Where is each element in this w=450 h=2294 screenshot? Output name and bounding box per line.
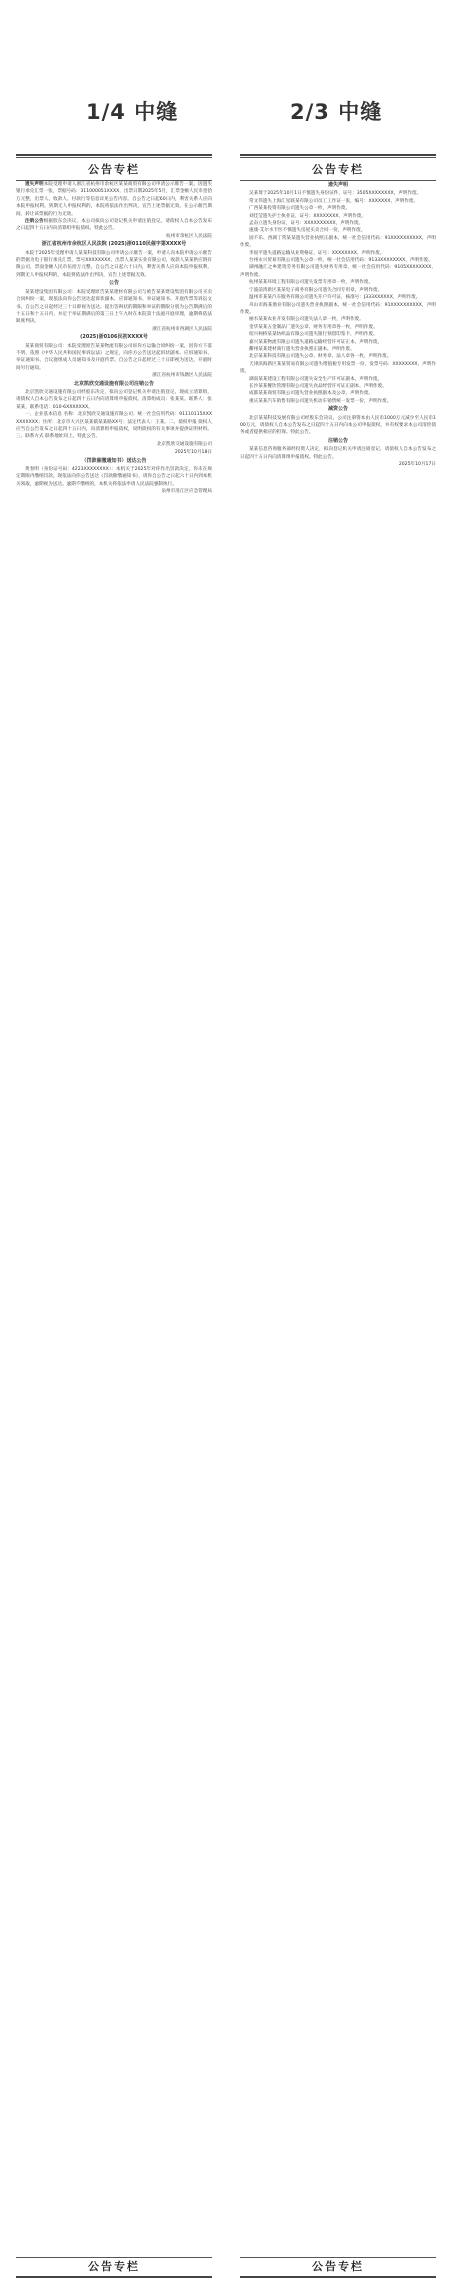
notice-paragraph: 某某信息咨询服务部经投资人决定，拟向登记机关申请注销登记，请债权人自本公告发布之日起四十五日内向清算组申报债权。特此公告。 <box>240 447 436 460</box>
signature: 杭州市余杭区人民法院 <box>166 233 212 239</box>
lost-notice-item: 湖州融汇之乡建筑劳务有限公司遗失财务专用章，统一社会信用代码：9105XXXXXXXX，声明作废。 <box>240 265 436 278</box>
notice-text-block <box>16 181 212 496</box>
column-title: 公告专栏 <box>88 163 140 176</box>
notice-body: 根据股东会决议，本公司拟向公司登记机关申请注销登记，请债权人自本公告发布之日起四十五日内向清算组申报债权。特此公告。 <box>16 219 212 232</box>
lost-notice-item: 重庆某某汽车销售有限公司遗失机动车销售统一发票一份，声明作废。 <box>249 398 392 404</box>
lost-notice-item: 金华某某五金制品厂遗失公章、财务专用章各一枚，声明作废。 <box>249 324 378 330</box>
signature-date: 2025年10月17日 <box>398 462 436 468</box>
notice-subheading: 北京凯欣交通设施有限公司注销公告 <box>73 380 154 387</box>
notice-subheading: 浙江省杭州市余杭区人民法院 (2025)浙0110民催字第XXXX号 <box>41 241 187 248</box>
lost-notice-item: 常文伟遗失上海汇星联某有限公司员工工作证一张，编号：XXXXXXX，声明作废。 <box>249 198 419 204</box>
lost-notice-item: 绍兴柯桥某某纺织品有限公司遗失银行预留印鉴卡，声明作废。 <box>249 332 378 338</box>
column-title: 公告专栏 <box>312 163 364 176</box>
lost-notice-item: 成都某某商贸有限公司遗失营业执照副本及公章，声明作废。 <box>249 391 374 397</box>
notice-paragraph <box>16 218 212 233</box>
column-bottom-title: 公告专栏 <box>312 2260 364 2273</box>
lost-notice-item: 广西某某投资有限公司遗失公章一枚，声明作废。 <box>249 206 351 212</box>
signature: 浙江省杭州市钱塘区人民法院 <box>152 373 212 379</box>
bottom-footer <box>240 2256 436 2278</box>
bottom-rule-thick <box>240 2276 436 2278</box>
column-bottom-title: 公告专栏 <box>88 2260 140 2273</box>
lost-notice-item: 速康·艾尔水卡医不慎遗失房屋买卖合同一份，声明作废。 <box>249 228 366 234</box>
top-rule <box>16 154 212 156</box>
notice-subheading: 减资公告 <box>327 406 348 413</box>
lost-notice-item: 嘉兴某某物流有限公司遗失道路运输经营许可证正本，声明作废。 <box>249 339 383 345</box>
lost-notice-item: 湖南某某建设工程有限公司遗失安全生产许可证副本，声明作废。 <box>249 376 383 382</box>
notice-paragraph <box>16 181 212 218</box>
lost-notice-list <box>240 190 436 405</box>
lost-notice-item: 孟奋立遗失身份证，证号：XXXXXXXXXX，声明作废。 <box>249 221 364 227</box>
lost-notice-item: 固不乐、西湖丁常某某遗失营业执照正副本，统一社会信用代码：91XXXXXXXXXX，声明作废。 <box>240 235 436 249</box>
right-gutter-heading: 2/3 中缝 <box>290 100 383 124</box>
notice-paragraph: 北京某某科技发展有限公司经股东会决议，公司注册资本由人民币1000万元减少至人民币100万元，请债权人自本公告发布之日起四十五日内向本公司申报债权，并有权要求本公司清偿债务或者提供相应的担保。特此公告。 <box>240 415 436 436</box>
bottom-rule-thick <box>16 2276 212 2278</box>
signature: 浙江省杭州市西湖区人民法院 <box>152 326 212 332</box>
lost-notice-item: 宁波前湾新区某某电子商务有限公司遗失合同专用章，声明作废。 <box>249 287 383 293</box>
notice-paragraph: 一、企业基本信息 名称：北京凯欣交通设施有限公司；统一社会信用代码：91110115XXXXXXXXXX；住所：北京市大兴区某某镇某某路XX号；法定代表人：王某。二、债权申报 债权人应当自公告发布之日起四十五日内，向清算组申报债权，说明债权的有关事项并提供证明材料。三、联系方式 联系地址同上。特此公告。 <box>16 412 212 440</box>
lost-notice-item: 温州市某某汽车服务有限公司遗失开户许可证，核准号：J333XXXXXX，声明作废。 <box>249 295 421 301</box>
notice-paragraph: 某某商贸有限公司：本院受理原告某某物流有限公司诉你方运输合同纠纷一案，因你方下落不明，依照《中华人民共和国民事诉讼法》之规定，向你方公告送达起诉状副本、应诉通知书、举证通知书、合议庭组成人员通知书及开庭传票。自公告之日起经过三十日即视为送达，开庭时间另行通知。 <box>16 343 212 371</box>
notice-text-block <box>240 182 436 468</box>
right-notice-column <box>240 154 436 2278</box>
lost-notice-item: 刘佳莹遗失护士执业证，证号：XXXXXXXX，声明作废。 <box>249 213 367 219</box>
bottom-footer <box>16 2256 212 2278</box>
notice-paragraph: 本院于2025年受理申请人某某科技有限公司申请公示催告一案，申请人向本院申请公示催告的票据为电子银行承兑汇票，票号XXXXXXXX，出票人某某实业有限公司，收款人某某供应链有限公司，票面金额人民币伍拾万元整。自公告之日起六十日内，利害关系人应向本院申报权利，到期无人申报权利的，本院将依法作出判决，宣告上述票据无效。 <box>16 250 212 278</box>
left-gutter-heading: 1/4 中缝 <box>86 100 179 124</box>
lost-notice-item: 丽水某某农业开发有限公司遗失法人章一枚，声明作废。 <box>249 317 364 323</box>
lost-notice-item: 舟山市海某渔业有限公司遗失营业执照副本，统一社会信用代码：91XXXXXXXXXX，声明作废。 <box>240 302 436 315</box>
notice-subheading: 公告 <box>108 280 119 287</box>
notice-label: 注销公告 <box>25 219 44 225</box>
signature: 泉州市洛江区应急管理局 <box>161 489 212 495</box>
signature: 北京凯欣交通设施有限公司 <box>156 441 212 447</box>
lost-notice-item: 天津滨海新区某某贸易有限公司遗失增值税专用发票一份，发票号码：XXXXXXXX，声明作废。 <box>240 361 436 375</box>
top-rule <box>240 154 436 156</box>
notice-body: 本院受理申请人浙江省杭州市余杭区某某商贸有限公司申请公示催告一案，因遗失银行承兑汇票一张，票据号码：311000051XXXX，出票日期2025年5月，汇票金额人民币壹拾万元整，出票人、收款人、付款行等信息详见公告内容。自公告之日起60日内，利害关系人应向本院申报权利。到期无人申报权利的，本院将依法作出判决，宣告上述票据无效。在公示催告期间，转让该票据的行为无效。 <box>16 182 212 217</box>
lost-notice-item: 衢州某某建材商行遗失营业执照正副本，声明作废。 <box>249 346 355 352</box>
notice-subheading: (2025)浙0106民初XXXX号 <box>80 334 148 341</box>
notice-label: 遗失声明 <box>25 182 44 187</box>
left-notice-column <box>16 154 212 2278</box>
notice-subheading: 注销公告 <box>327 437 348 444</box>
notice-paragraph: 黄春明（身份证号码：4223XXXXXXXX）：本机关于2025年对你作出罚款决定，你未在规定期限内缴纳罚款。现依法向你公告送达《罚款催缴通知书》，请你自公告之日起六十日内到本机关领取，逾期视为送达。逾期不缴纳的，本机关将依法申请人民法院强制执行。 <box>16 467 212 487</box>
lost-notice-item: 李国平遗失道路运输从业资格证，证号：XXXXXXXX，声明作废。 <box>249 250 385 256</box>
lost-notice-item: 吴某琦于2025年10月1日不慎遗失身份证件，证号：3505XXXXXXXX，声明作废。 <box>249 191 422 197</box>
lost-notice-item: 台州永兴贸易有限公司遗失公章一枚，统一社会信用代码：9133XXXXXXXX，声明作废。 <box>249 258 433 264</box>
notice-paragraph: 某某建设集团有限公司：本院受理原告某某建材有限公司与被告某某建设集团有限公司买卖合同纠纷一案，现依法向你公告送达起诉状副本、应诉通知书、举证通知书、开庭传票等诉讼文书。自公告之日起经过三十日即视为送达。提出答辩状的期限和举证的期限分别为公告期满后的十五日和十五日内，并定于举证期满后的第三日上午九时在本院第十法庭开庭审理，逾期将依法缺席判决。 <box>16 289 212 325</box>
notice-subheading: 遗失声明 <box>327 182 348 188</box>
signature-date: 2025年10月18日 <box>174 450 212 456</box>
lost-notice-item: 北京某某科技有限公司遗失公章、财务章、法人章各一枚，声明作废。 <box>249 354 392 360</box>
notice-subheading: （罚款催缴通知书）送达公告 <box>81 457 147 464</box>
lost-notice-item: 杭州某某环境工程有限公司遗失发票专用章一枚，声明作废。 <box>249 280 374 286</box>
lost-notice-item: 长沙某某餐饮管理有限公司遗失食品经营许可证正副本，声明作废。 <box>249 383 387 389</box>
title-rule <box>240 180 436 181</box>
notice-paragraph: 北京凯欣交通设施有限公司经股东决定，拟向公司登记机关申请注销登记，现成立清算组，请债权人自本公告发布之日起四十五日内向清算组申报债权。清算组成员：张某某。联系人：张某某，联系电话：010-6XXXXXXX。 <box>16 389 212 410</box>
